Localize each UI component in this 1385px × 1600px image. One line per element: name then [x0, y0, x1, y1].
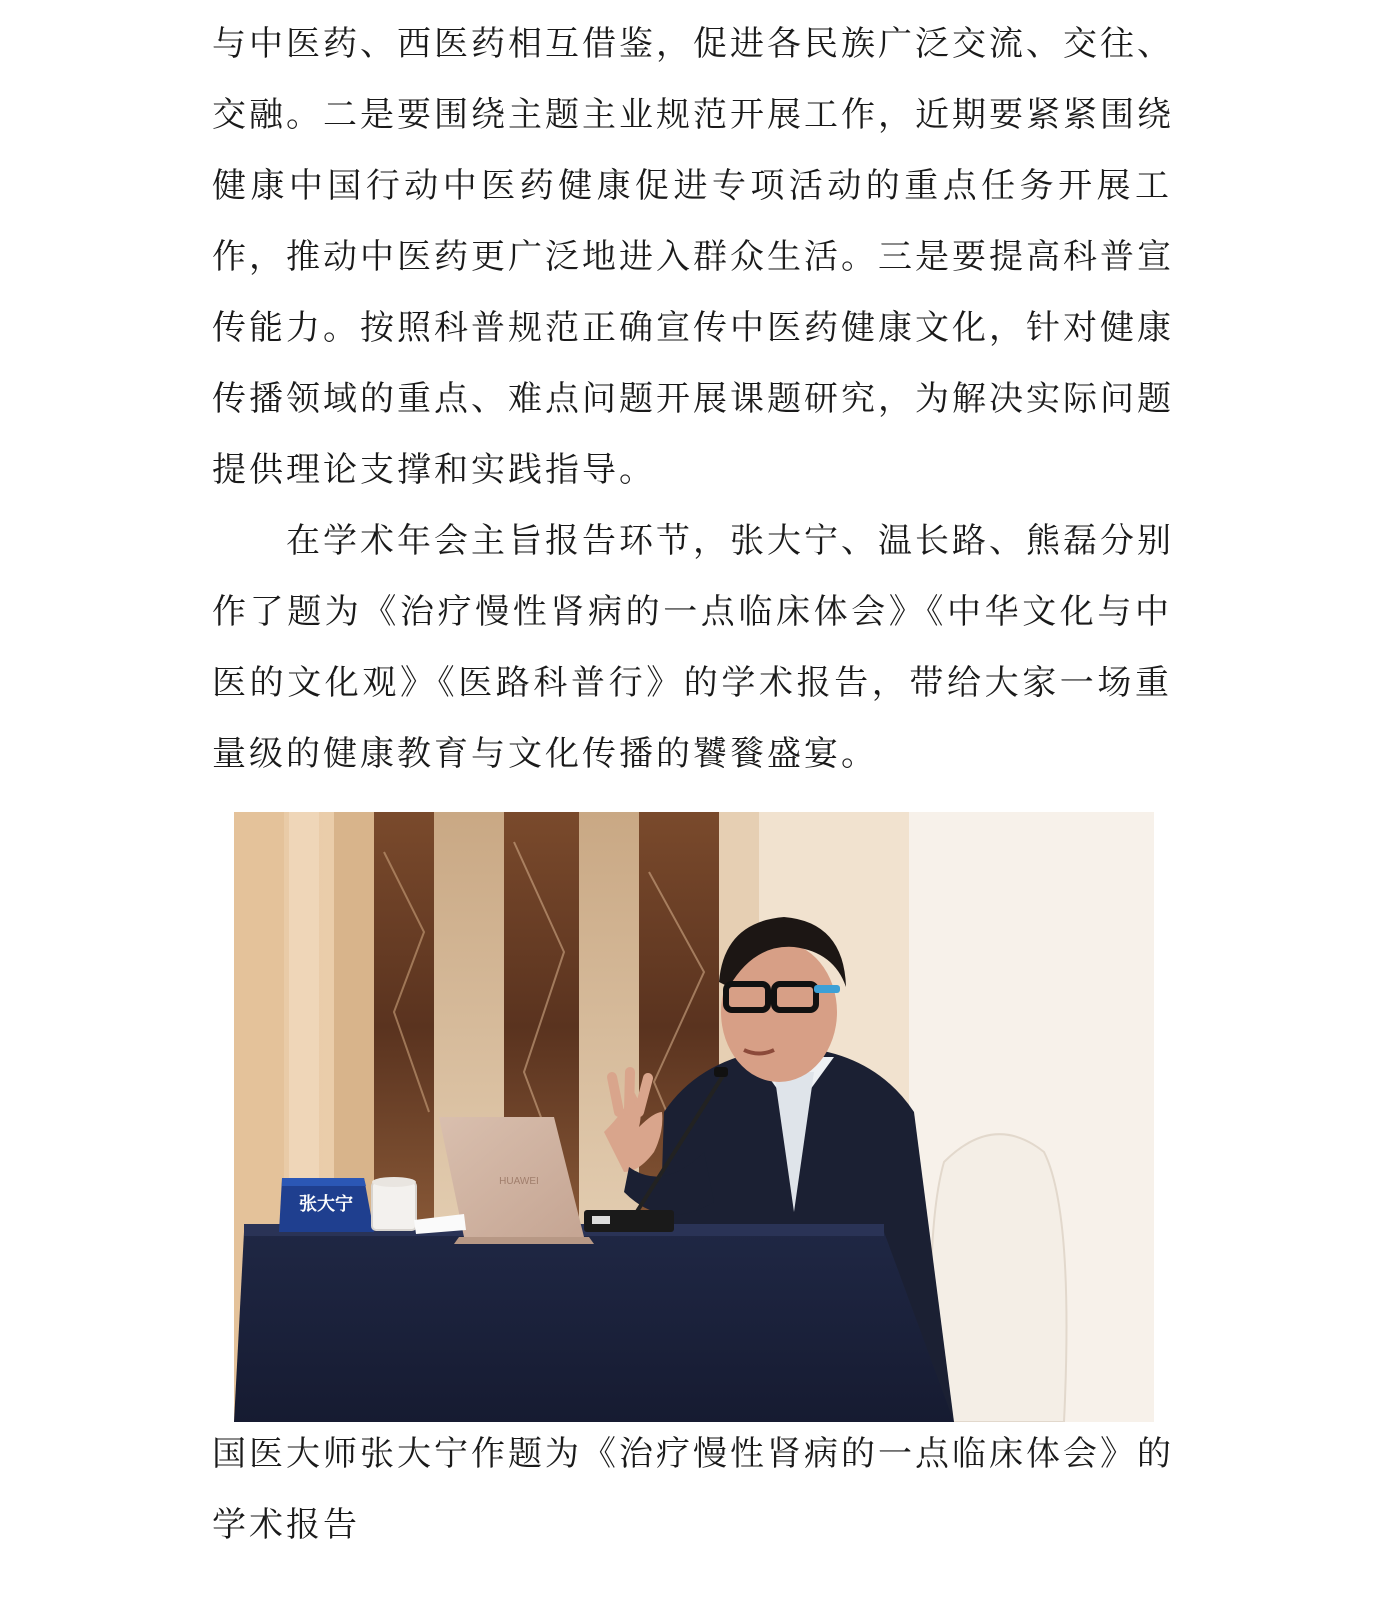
paragraph-2-line-2: 作了题为《治疗慢性肾病的一点临床体会》《中华文化与中: [212, 592, 1172, 632]
paragraph-1-line-7: 提供理论支撑和实践指导。: [212, 450, 656, 490]
paragraph-1-line-6: 传播领域的重点、难点问题开展课题研究，为解决实际问题: [212, 379, 1174, 419]
laptop-brand-label: HUAWEI: [499, 1176, 539, 1187]
photo-caption-line-1: 国医大师张大宁作题为《治疗慢性肾病的一点临床体会》的: [212, 1434, 1174, 1474]
photo-caption-line-2: 学术报告: [212, 1505, 360, 1545]
paragraph-1-line-1: 与中医药、西医药相互借鉴，促进各民族广泛交流、交往、: [212, 24, 1174, 64]
paragraph-1-line-4: 作，推动中医药更广泛地进入群众生活。三是要提高科普宣: [212, 237, 1174, 277]
speaker-photo: [234, 812, 1154, 1422]
nameplate-label: 张大宁: [299, 1194, 353, 1215]
paragraph-2-line-4: 量级的健康教育与文化传播的饕餮盛宴。: [212, 734, 878, 774]
paragraph-1-line-2: 交融。二是要围绕主题主业规范开展工作，近期要紧紧围绕: [212, 95, 1174, 135]
paragraph-1-line-5: 传能力。按照科普规范正确宣传中医药健康文化，针对健康: [212, 308, 1174, 348]
paragraph-1-line-3: 健康中国行动中医药健康促进专项活动的重点任务开展工: [212, 166, 1172, 206]
paragraph-2-line-1: 在学术年会主旨报告环节，张大宁、温长路、熊磊分别: [286, 521, 1174, 561]
paragraph-2-line-3: 医的文化观》《医路科普行》的学术报告，带给大家一场重: [212, 663, 1172, 703]
speaker-photo-illustration: [234, 812, 1154, 1422]
